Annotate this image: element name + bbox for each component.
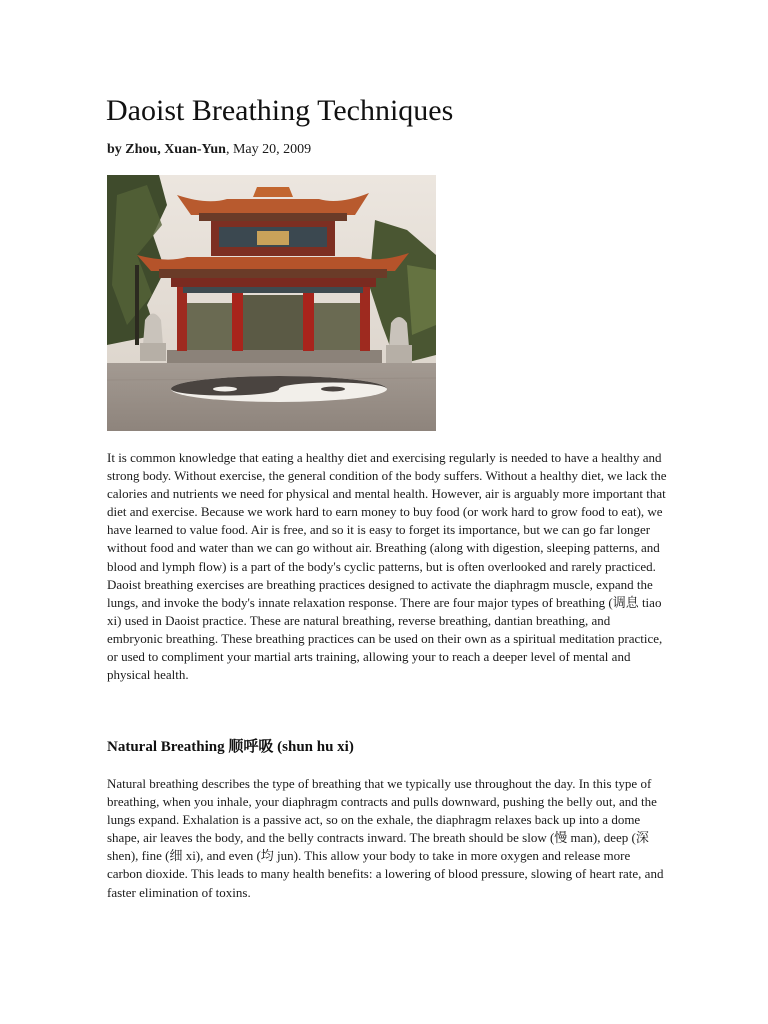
natural-breathing-paragraph: Natural breathing describes the type of breathing that we typically use throughout the day. In this type of breathing, when you inhale, your diaphragm contracts and pulls downward, pushing the belly out, and the lungs expand. Exhalation is a passive act, so on the exhale, the diaphragm relaxes back up into a dome shape, air leaves the body, and the belly contracts inward. The breath should be slow (慢 man), deep (深 shen), fine (细 xi), and even (均 jun). This allow your body to take in more oxygen and release more carbon dioxide. This leads to many health benefits: a lowering of blood pressure, slowing of heart rate, and faster elimination of toxins.	[107, 776, 664, 900]
article-title: Daoist Breathing Techniques	[106, 94, 454, 127]
intro-paragraph: It is common knowledge that eating a healthy diet and exercising regularly is needed to have a healthy and strong body. Without exercise, the general condition of the body suffers. Without a healthy diet, we lack the calories and nutrients we need for physical and mental health. However, air is arguably more important that diet and exercise. Because we work hard to earn money to buy food (or work hard to grow food to eat), we have learned to value food. Air is free, and so it is easy to forget its importance, but we can go far longer without food and water than we can go without air. Breathing (along with digestion, sleeping patterns, and blood and lymph flow) is a part of the body's cyclic patterns, but is often overlooked and rarely practiced. Daoist breathing exercises are breathing practices designed to activate the diaphragm muscle, expand the lungs, and invoke the body's innate relaxation response. There are four major types of breathing (调息 tiao xi) used in Daoist practice. These are natural breathing, reverse breathing, dantian breathing, and embryonic breathing. These breathing practices can be used on their own as a spiritual meditation practice, or used to compliment your martial arts training, allowing your to reach a deeper level of mental and physical health.	[107, 450, 667, 683]
temple-gate-photo	[107, 175, 436, 431]
byline	[107, 141, 311, 159]
publish-date: , May 20, 2009	[225, 142, 312, 157]
author-name: by Zhou, Xuan-Yun	[107, 142, 226, 157]
section-heading-natural-breathing: Natural Breathing 顺呼吸 (shun hu xi)	[107, 739, 354, 755]
